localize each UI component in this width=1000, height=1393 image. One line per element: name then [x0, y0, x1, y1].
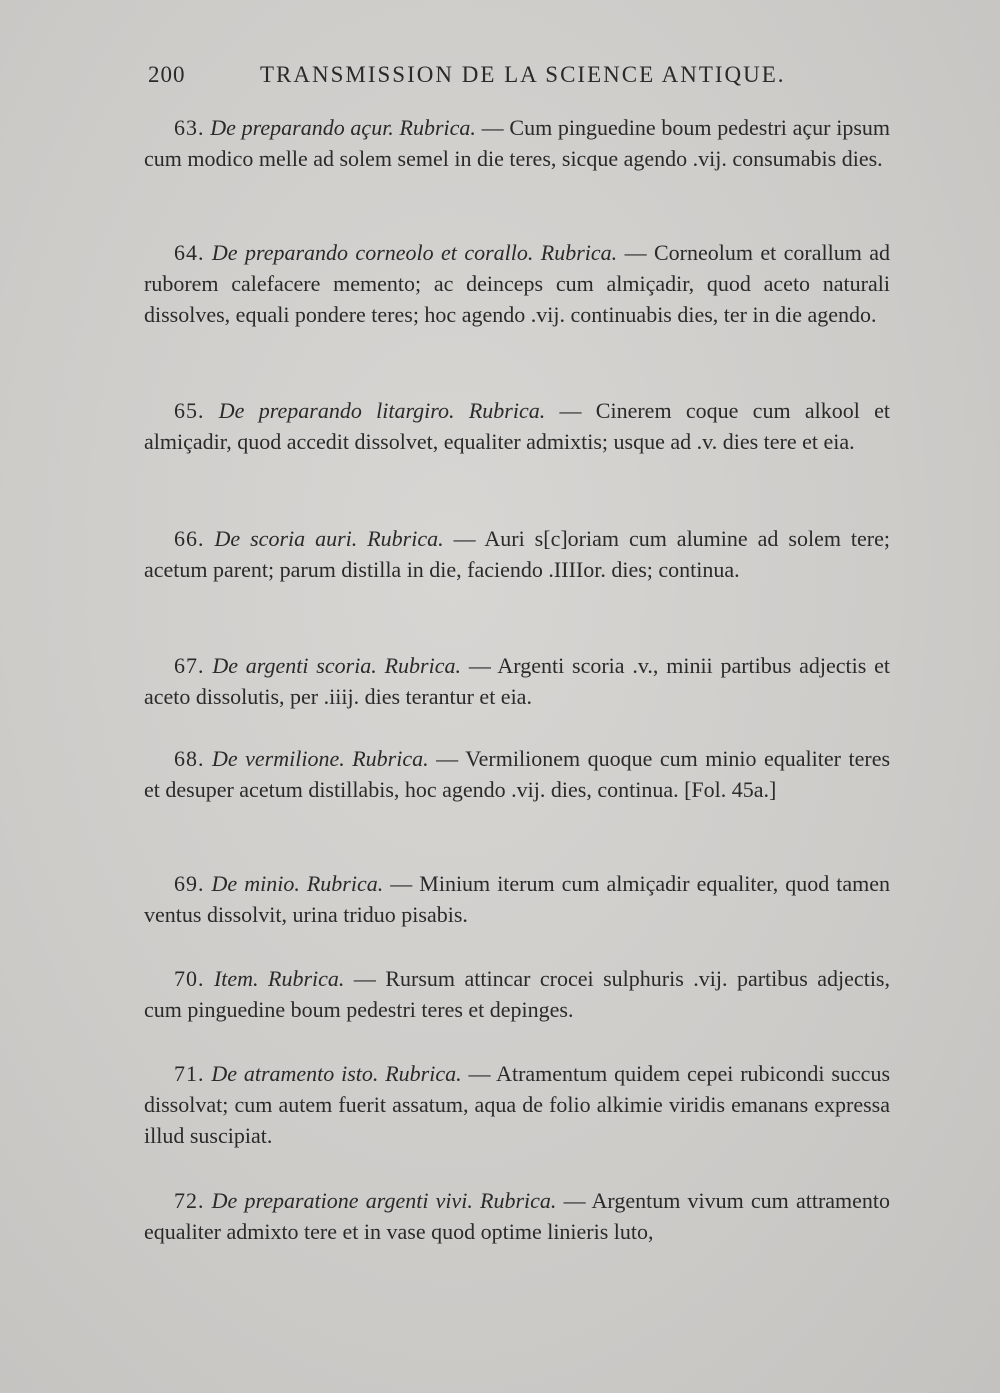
- entry-body: — Auri s[c]oriam cum alumine ad solem tere; acetum parent; parum distilla in die, faciendo .IIIIor. dies; continua.: [144, 526, 891, 582]
- entry-68: [144, 743, 890, 805]
- entry-number: 67.: [174, 653, 205, 678]
- entry-body: — Argentum vivum cum attramento equaliter admixto tere et in vase quod optime linieris luto,: [144, 1188, 891, 1244]
- entry-body: — Corneolum et corallum ad ruborem calefacere memento; ac deinceps cum almiçadir, quod aceto naturali dissolves, equali pondere teres; hoc agendo .vij. continuabis dies, ter in die agendo.: [144, 240, 890, 327]
- entry-body: — Minium iterum cum almiçadir equaliter, quod tamen ventus dissolvit, urina triduo pisabis.: [144, 871, 891, 927]
- entry-65: [144, 395, 890, 457]
- entry-body: — Atramentum quidem cepei rubicondi succus dissolvat; cum autem fuerit assatum, aqua de folio alkimie viridis emanans expressa illud suscipiat.: [144, 1061, 891, 1148]
- entry-title: De minio. Rubrica.: [211, 871, 384, 896]
- entry-number: 68.: [174, 746, 205, 771]
- entry-title: De preparando açur. Rubrica.: [210, 115, 476, 140]
- entry-body: — Cinerem coque cum alkool et almiçadir, quod accedit dissolvet, equaliter admixtis; usque ad .v. dies tere et eia.: [144, 398, 891, 454]
- entry-title: De scoria auri. Rubrica.: [214, 526, 444, 551]
- entry-70: [144, 963, 890, 1025]
- entry-title: De preparando litargiro. Rubrica.: [218, 398, 546, 423]
- entry-number: 70.: [174, 966, 205, 991]
- page-number: 200: [148, 62, 186, 87]
- running-title: TRANSMISSION DE LA SCIENCE ANTIQUE.: [260, 62, 786, 87]
- entry-66: [144, 523, 890, 585]
- entry-title: De vermilione. Rubrica.: [212, 746, 429, 771]
- entry-69: [144, 868, 890, 930]
- entry-body: — Argenti scoria .v., minii partibus adjectis et aceto dissolutis, per .iiij. dies terantur et eia.: [144, 653, 891, 709]
- entry-title: Item. Rubrica.: [213, 966, 345, 991]
- entry-number: 65.: [174, 398, 205, 423]
- entry-63: [144, 112, 890, 174]
- entry-body: — Vermilionem quoque cum minio equaliter teres et desuper acetum distillabis, hoc agendo .vij. dies, continua. [Fol. 45a.]: [144, 746, 891, 802]
- entry-number: 72.: [174, 1188, 205, 1213]
- entry-title: De preparando corneolo et corallo. Rubrica.: [211, 240, 618, 265]
- entry-67: [144, 650, 890, 712]
- entry-71: [144, 1058, 890, 1151]
- entry-title: De preparatione argenti vivi. Rubrica.: [211, 1188, 557, 1213]
- entry-number: 66.: [174, 526, 205, 551]
- entry-number: 69.: [174, 871, 205, 896]
- entry-title: De atramento isto. Rubrica.: [211, 1061, 462, 1086]
- entry-body: — Cum pinguedine boum pedestri açur ipsum cum modico melle ad solem semel in die teres, sicque agendo .vij. consumabis dies.: [144, 115, 890, 171]
- entry-number: 71.: [174, 1061, 205, 1086]
- entry-number: 64.: [174, 240, 205, 265]
- entry-title: De argenti scoria. Rubrica.: [212, 653, 461, 678]
- entry-number: 63.: [174, 115, 205, 140]
- entry-body: — Rursum attincar crocei sulphuris .vij. partibus adjectis, cum pinguedine boum pedestri teres et depinges.: [144, 966, 890, 1022]
- entry-64: [144, 237, 890, 330]
- entry-72: [144, 1185, 890, 1247]
